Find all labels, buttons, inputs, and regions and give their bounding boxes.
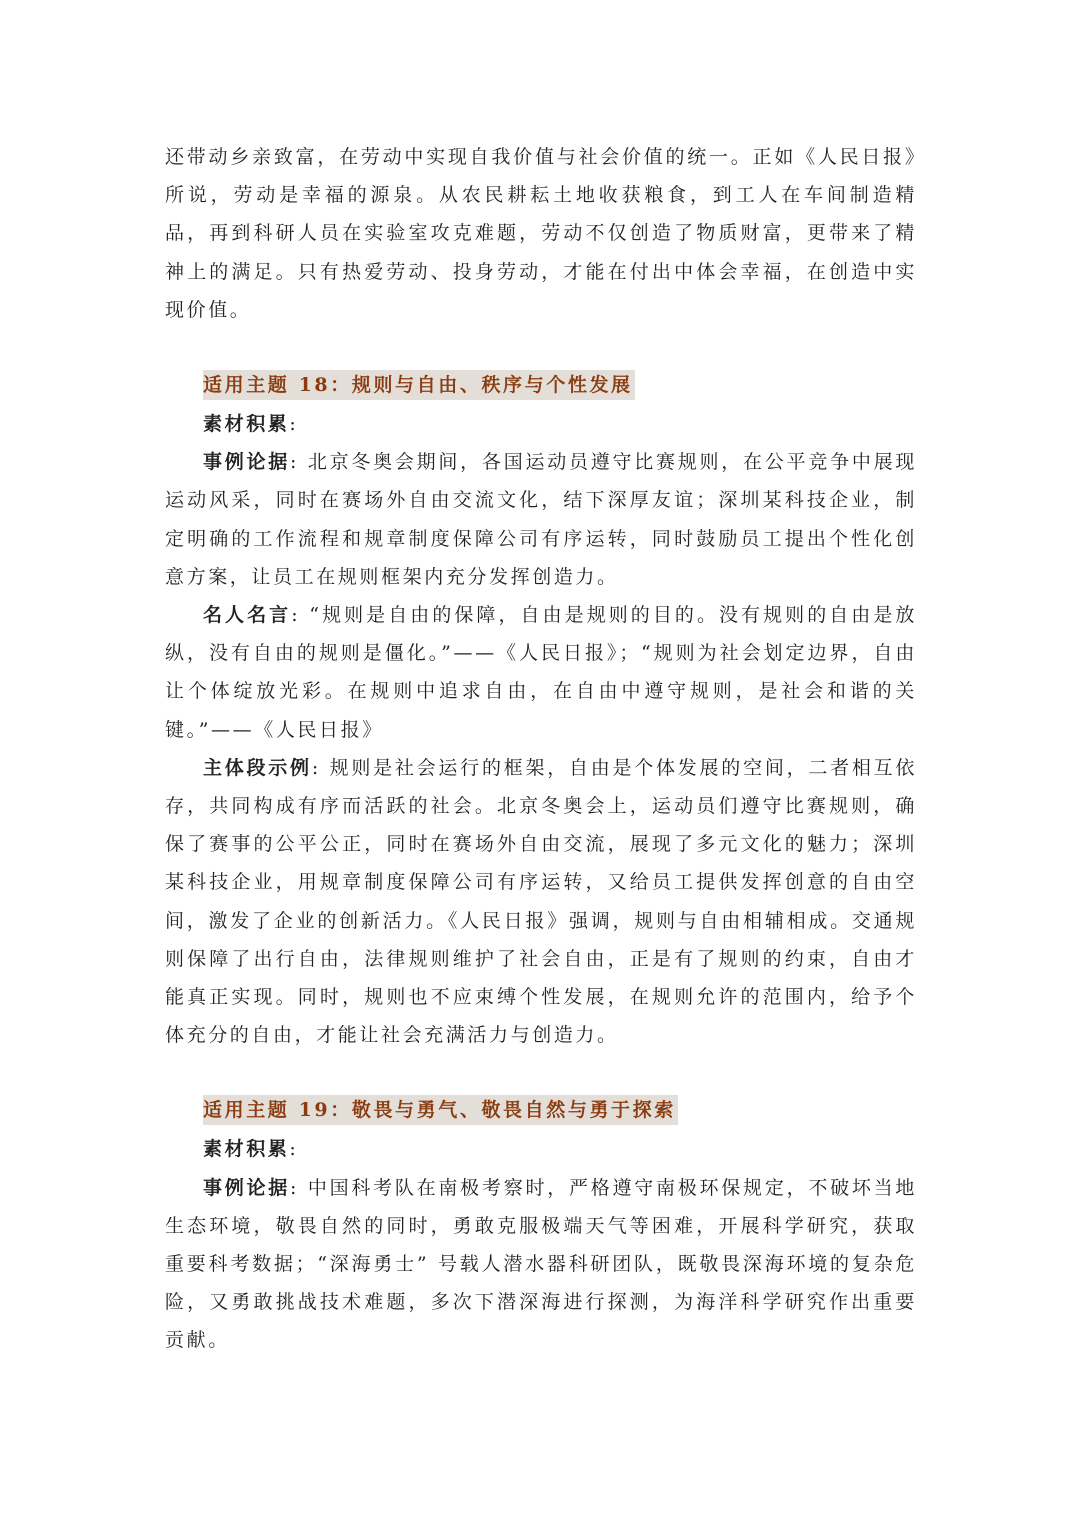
material-label: 素材积累 xyxy=(203,413,290,436)
section-gap xyxy=(165,1054,917,1092)
material-heading xyxy=(165,1130,917,1168)
material-colon: : xyxy=(289,413,299,436)
example-label: 事例论据 xyxy=(203,451,291,474)
example-text: : 北京冬奥会期间，各国运动员遵守比赛规则，在公平竞争中展现运动风采，同时在赛场外自由交流文化，结下深厚友谊；深圳某科技企业，制定明确的工作流程和规章制度保障公司有序运转，同时鼓励员工提出个性化创意方案，让员工在规则框架内充分发挥创造力。 xyxy=(165,451,917,588)
quote-paragraph xyxy=(165,596,917,749)
section-theme-18 xyxy=(165,367,917,1054)
example-paragraph xyxy=(165,443,917,596)
material-heading xyxy=(165,405,917,443)
material-label: 素材积累 xyxy=(203,1138,290,1161)
quote-text: : “规则是自由的保障，自由是规则的目的。没有规则的自由是放纵，没有自由的规则是僵化。”——《人民日报》；“规则为社会划定边界，自由让个体绽放光彩。在规则中追求自由，在自由中遵守规则，是社会和谐的关键。”——《人民日报》 xyxy=(165,604,918,741)
example-label: 事例论据 xyxy=(203,1176,291,1199)
theme-label: 适用主题 18：规则与自由、秩序与个性发展 xyxy=(203,370,635,400)
example-text: : 中国科考队在南极考察时，严格遵守南极环保规定，不破坏当地生态环境，敬畏自然的同时，勇敢克服极端天气等困难，开展科学研究，获取重要科考数据；“深海勇士” 号载人潜水器科研团队，既敬畏深海环境的复杂危险，又勇敢挑战技术难题，多次下潜深海进行探测，为海洋科学研究作出重要贡献。 xyxy=(165,1176,917,1352)
body-text: : 规则是社会运行的框架，自由是个体发展的空间，二者相互依存，共同构成有序而活跃的社会。北京冬奥会上，运动员们遵守比赛规则，确保了赛事的公平公正，同时在赛场外自由交流，展现了多元文化的魅力；深圳某科技企业，用规章制度保障公司有序运转，又给员工提供发挥创意的自由空间，激发了企业的创新活力。《人民日报》强调，规则与自由相辅相成。交通规则保障了出行自由，法律规则维护了社会自由，正是有了规则的约束，自由才能真正实现。同时，规则也不应束缚个性发展，在规则允许的范围内，给予个体充分的自由，才能让社会充满活力与创造力。 xyxy=(165,756,917,1047)
intro-paragraph: 还带动乡亲致富，在劳动中实现自我价值与社会价值的统一。正如《人民日报》所说，劳动是幸福的源泉。从农民耕耘土地收获粮食，到工人在车间制造精品，再到科研人员在实验室攻克难题，劳动不仅创造了物质财富，更带来了精神上的满足。只有热爱劳动、投身劳动，才能在付出中体会幸福，在创造中实现价值。 xyxy=(165,146,917,321)
material-colon: : xyxy=(289,1138,299,1161)
theme-label: 适用主题 19：敬畏与勇气、敬畏自然与勇于探索 xyxy=(203,1095,678,1125)
quote-label: 名人名言 xyxy=(203,604,292,627)
section-theme-19 xyxy=(165,1092,917,1359)
theme-heading xyxy=(165,367,917,405)
section-gap xyxy=(165,329,917,367)
example-paragraph xyxy=(165,1169,917,1360)
theme-heading xyxy=(165,1092,917,1130)
body-label: 主体段示例 xyxy=(203,756,312,779)
document-page xyxy=(165,138,917,1360)
body-paragraph xyxy=(165,749,917,1055)
